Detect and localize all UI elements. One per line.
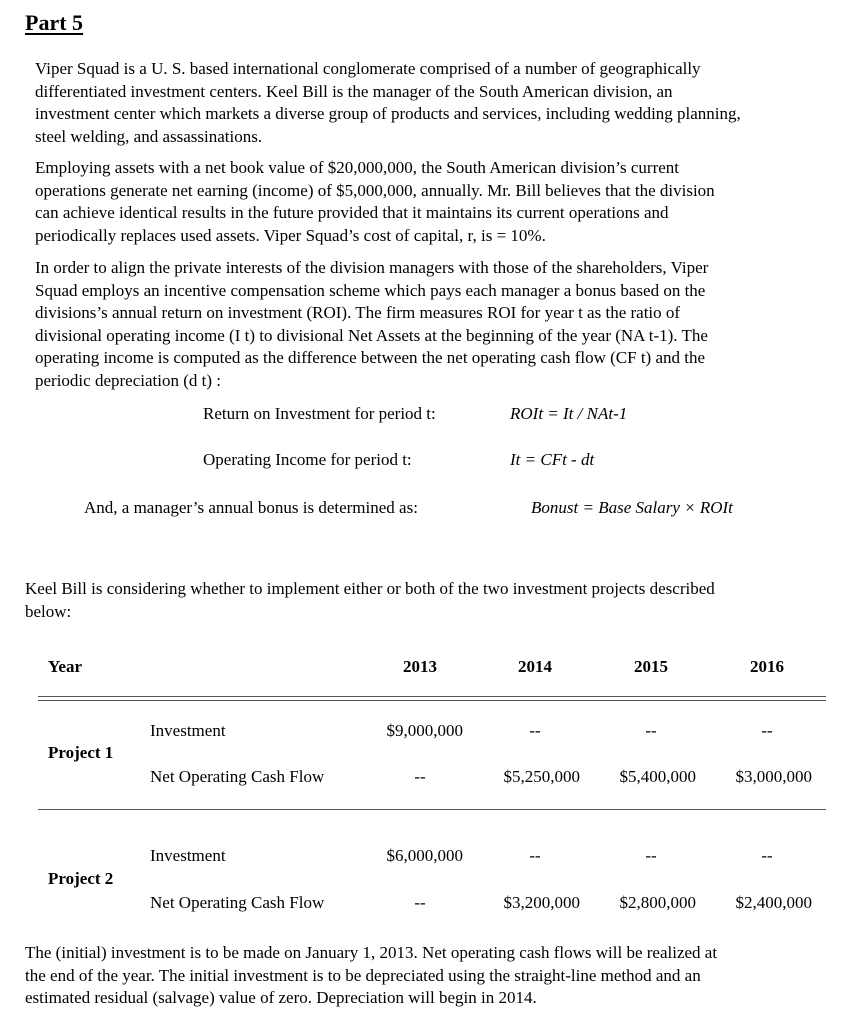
project-2-investment-2014: -- [529, 846, 541, 865]
text-line: steel welding, and assassinations. [35, 126, 263, 146]
bonus-formula: Bonust = Base Salary × ROIt [531, 498, 733, 517]
project-2-investment-label: Investment [150, 846, 226, 865]
year-header-2013: 2013 [403, 657, 437, 676]
project-1-investment-2016: -- [761, 721, 773, 740]
text-line: The (initial) investment is to be made on January 1, 2013. Net operating cash flows will be realized at [25, 943, 718, 962]
project-1-investment-2013: $9,000,000 [386, 721, 463, 740]
page-title: Part 5 [25, 10, 84, 35]
text-line: periodically replaces used assets. Viper Squad’s cost of capital, r, is = 10%. [35, 225, 546, 245]
project-1-ncf-2016: $3,000,000 [735, 767, 812, 786]
text-line: periodic depreciation (d t) : [35, 370, 221, 390]
project-1-investment-2014: -- [529, 721, 541, 740]
project-2-ncf-2016: $2,400,000 [735, 893, 812, 912]
consider-paragraph [25, 578, 835, 623]
project-2-ncf-label: Net Operating Cash Flow [150, 893, 325, 912]
text-line: below: [25, 601, 72, 621]
year-header-2016: 2016 [750, 657, 784, 676]
year-header-2014: 2014 [518, 657, 552, 676]
project-2-investment-2016: -- [761, 846, 773, 865]
text-line: estimated residual (salvage) value of zero. Depreciation will begin in 2014. [25, 988, 537, 1007]
operating-income-formula: It = CFt - dt [510, 450, 595, 469]
text-line: In order to align the private interests of the division managers with those of the shareholders, Viper [35, 258, 709, 277]
text-line: differentiated investment centers. Keel Bill is the manager of the South American division, an [35, 81, 673, 101]
text-line: divisions’s annual return on investment (ROI). The firm measures ROI for year t as the ratio of [35, 303, 681, 322]
project-2-ncf-2013: -- [414, 893, 426, 912]
text-line: operations generate net earning (income) of $5,000,000, annually. Mr. Bill believes that the division [35, 180, 715, 200]
intro-paragraph-2 [35, 157, 845, 247]
text-line: Employing assets with a net book value of $20,000,000, the South American division’s current [35, 158, 680, 177]
row-divider [38, 809, 826, 810]
intro-paragraph-3 [35, 257, 845, 392]
roi-label: Return on Investment for period t: [203, 404, 436, 423]
header-double-rule [38, 696, 826, 701]
operating-income-label: Operating Income for period t: [203, 450, 412, 469]
project-1-investment-2015: -- [645, 721, 657, 740]
project-1-ncf-2015: $5,400,000 [619, 767, 696, 786]
text-line: Viper Squad is a U. S. based international conglomerate comprised of a number of geographically [35, 59, 701, 78]
project-1-ncf-label: Net Operating Cash Flow [150, 767, 325, 786]
text-line: divisional operating income (I t) to divisional Net Assets at the beginning of the year (NA t-1). The [35, 325, 708, 345]
project-1-ncf-2013: -- [414, 767, 426, 786]
text-line: can achieve identical results in the future provided that it maintains its current operations and [35, 203, 669, 222]
project-1-label: Project 1 [48, 743, 114, 762]
text-line: Keel Bill is considering whether to implement either or both of the two investment projects described [25, 579, 715, 598]
project-1-investment-label: Investment [150, 721, 226, 740]
project-1-ncf-2014: $5,250,000 [503, 767, 580, 786]
project-2-investment-2013: $6,000,000 [386, 846, 463, 865]
footer-paragraph [25, 942, 835, 1010]
text-line: Squad employs an incentive compensation scheme which pays each manager a bonus based on the [35, 280, 706, 300]
year-header: Year [48, 657, 82, 676]
project-2-investment-2015: -- [645, 846, 657, 865]
project-2-ncf-2014: $3,200,000 [503, 893, 580, 912]
text-line: operating income is computed as the difference between the net operating cash flow (CF t) and the [35, 348, 706, 367]
intro-paragraph-1 [35, 58, 845, 148]
bonus-label: And, a manager’s annual bonus is determined as: [84, 498, 418, 517]
text-line: investment center which markets a diverse group of products and services, including wedding planning, [35, 104, 741, 123]
project-2-label: Project 2 [48, 869, 114, 888]
year-header-2015: 2015 [634, 657, 668, 676]
project-2-ncf-2015: $2,800,000 [619, 893, 696, 912]
text-line: the end of the year. The initial investment is to be depreciated using the straight-line method and an [25, 965, 701, 985]
roi-formula: ROIt = It / NAt-1 [510, 404, 628, 423]
